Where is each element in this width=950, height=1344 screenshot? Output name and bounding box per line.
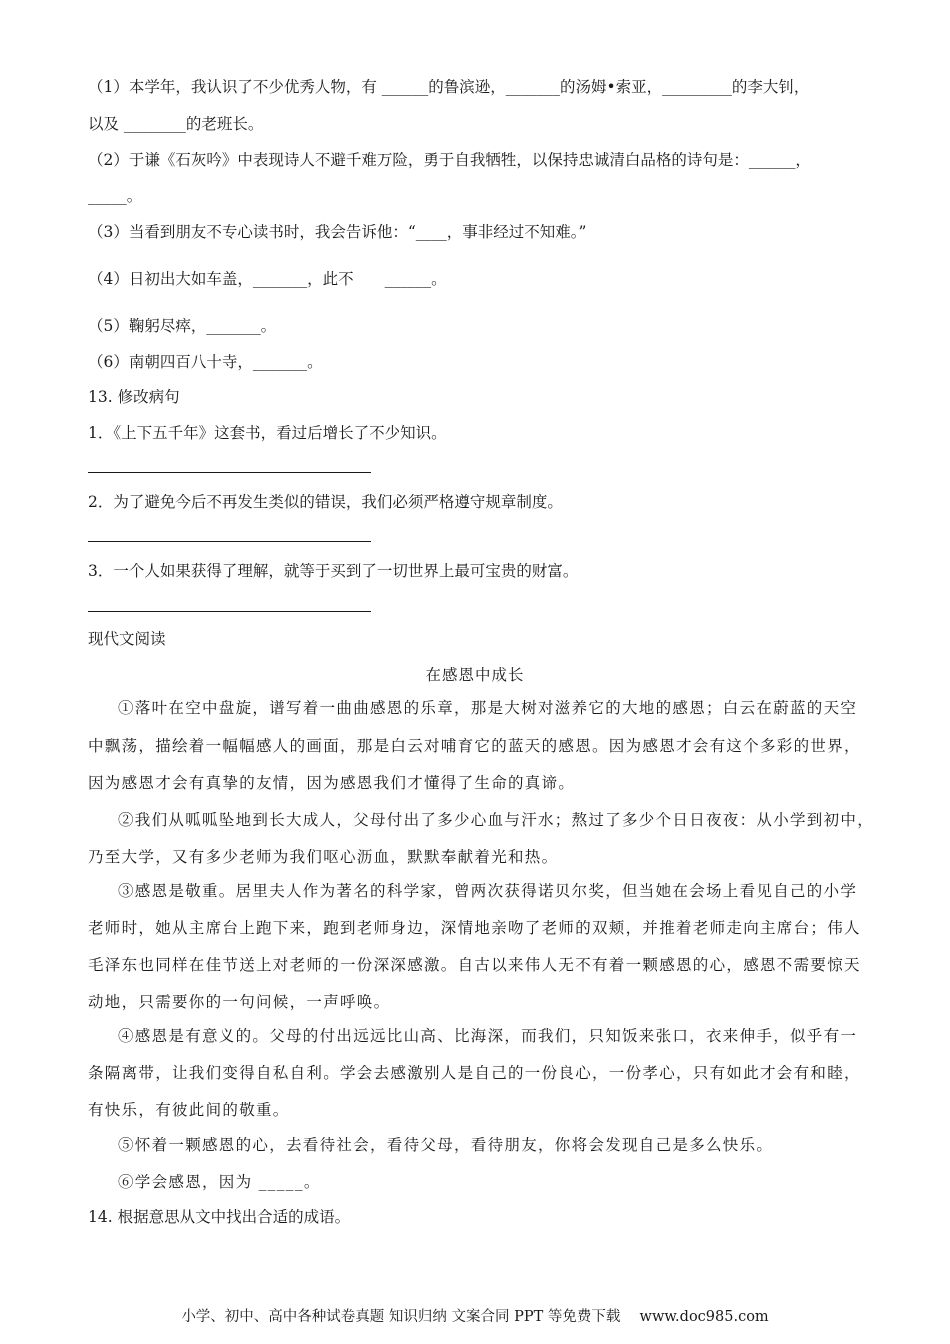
fill-item-2-line-1: （2）于谦《石灰吟》中表现诗人不避千难万险，勇于自我牺牲，以保持忠诚清白品格的诗句是：______， — [88, 151, 811, 169]
fill-item-1-line-1: （1）本学年，我认识了不少优秀人物，有 ______的鲁滨逊，_______的汤姆•索亚，_________的李大钊， — [88, 78, 810, 96]
paragraph-3-line-2: 老师时，她从主席台上跑下来，跑到老师身边，深情地亲吻了老师的双颊，并推着老师走向主席台；伟人 — [88, 919, 861, 937]
fill-item-1-line-2: 以及 ________的老班长。 — [88, 115, 264, 133]
q13-heading: 13. 修改病句 — [88, 388, 180, 406]
answer-line-1 — [88, 472, 371, 473]
paragraph-3-line-4: 动地，只需要你的一句问候，一声呼唤。 — [88, 993, 391, 1011]
q13-sentence-2: 2．为了避免今后不再发生类似的错误，我们必须严格遵守规章制度。 — [88, 493, 563, 511]
paragraph-1-line-3: 因为感恩才会有真挚的友情，因为感恩我们才懂得了生命的真谛。 — [88, 774, 576, 792]
page-footer: 小学、初中、高中各种试卷真题 知识归纳 文案合同 PPT 等免费下载 www.doc985.com — [181, 1309, 769, 1325]
fill-item-6: （6）南朝四百八十寺，_______。 — [88, 353, 323, 371]
paragraph-4-line-2: 条隔离带，让我们变得自私自利。学会去感激别人是自己的一份良心，一份孝心，只有如此才会有和睦， — [88, 1064, 861, 1082]
paragraph-2-line-2: 乃至大学，又有多少老师为我们呕心沥血，默默奉献着光和热。 — [88, 848, 559, 866]
reading-section-label: 现代文阅读 — [88, 630, 166, 648]
paragraph-2-line-1: ②我们从呱呱坠地到长大成人，父母付出了多少心血与汗水；熬过了多少个日日夜夜：从小学到初中， — [118, 811, 875, 829]
paragraph-4-line-1: ④感恩是有意义的。父母的付出远远比山高、比海深，而我们，只知饭来张口，衣来伸手，似乎有一 — [118, 1027, 858, 1045]
paragraph-3-line-1: ③感恩是敬重。居里夫人作为著名的科学家，曾两次获得诺贝尔奖，但当她在会场上看见自己的小学 — [118, 882, 858, 900]
paragraph-4-line-3: 有快乐，有彼此间的敬重。 — [88, 1101, 290, 1119]
answer-line-3 — [88, 611, 371, 612]
fill-item-4: （4）日初出大如车盖，_______，此不 ______。 — [88, 270, 447, 288]
paragraph-3-line-3: 毛泽东也同样在佳节送上对老师的一份深深感激。自古以来伟人无不有着一颗感恩的心，感恩不需要惊天 — [88, 956, 861, 974]
q13-sentence-3: 3．一个人如果获得了理解，就等于买到了一切世界上最可宝贵的财富。 — [88, 562, 579, 580]
fill-item-2-line-2: _____。 — [88, 187, 143, 205]
q14-heading: 14. 根据意思从文中找出合适的成语。 — [88, 1208, 351, 1226]
paragraph-1-line-1: ①落叶在空中盘旋，谱写着一曲曲感恩的乐章，那是大树对滋养它的大地的感恩；白云在蔚蓝的天空 — [118, 699, 858, 717]
article-title: 在感恩中成长 — [425, 666, 525, 684]
paragraph-5: ⑤怀着一颗感恩的心，去看待社会，看待父母，看待朋友，你将会发现自己是多么快乐。 — [118, 1136, 774, 1154]
paragraph-6: ⑥学会感恩，因为 _____。 — [118, 1173, 321, 1191]
paragraph-1-line-2: 中飘荡，描绘着一幅幅感人的画面，那是白云对哺育它的蓝天的感恩。因为感恩才会有这个多彩的世界， — [88, 737, 861, 755]
fill-item-3: （3）当看到朋友不专心读书时，我会告诉他：“____，事非经过不知难。” — [88, 223, 587, 241]
fill-item-5: （5）鞠躬尽瘁，_______。 — [88, 317, 277, 335]
q13-sentence-1: 1．《上下五千年》这套书，看过后增长了不少知识。 — [88, 424, 447, 442]
answer-line-2 — [88, 541, 371, 542]
